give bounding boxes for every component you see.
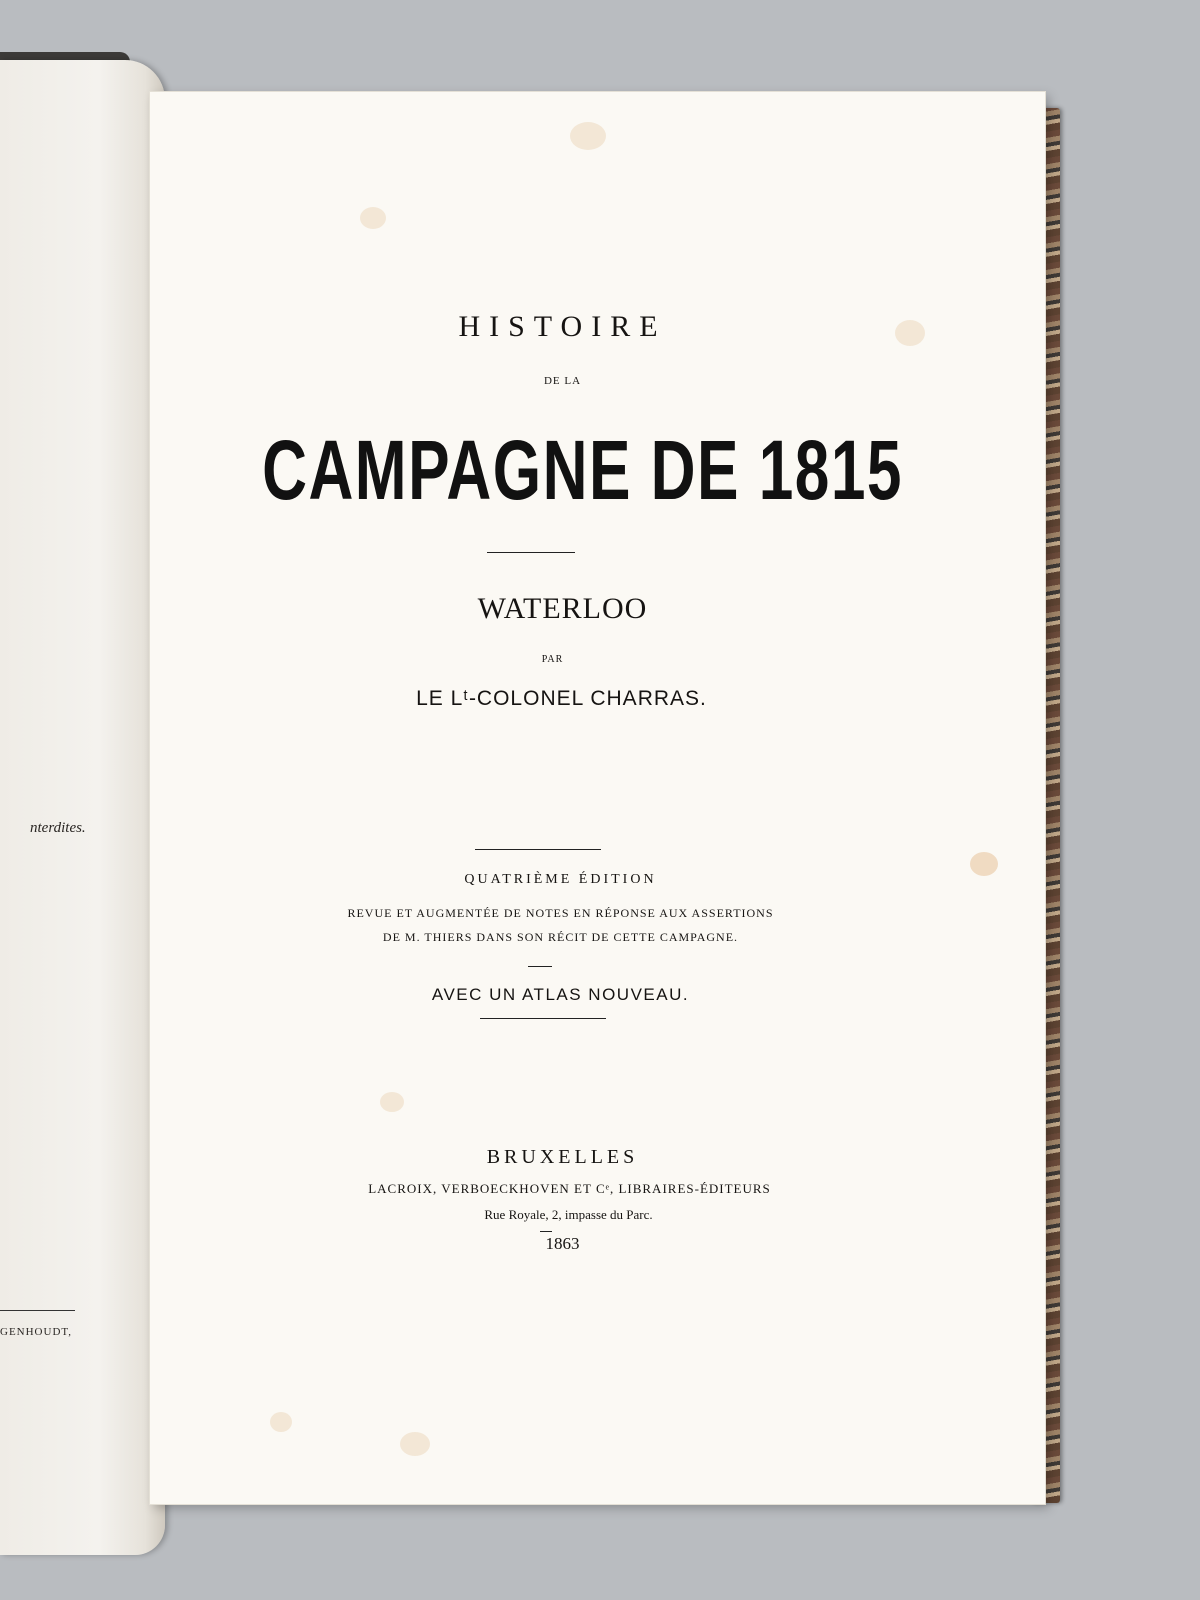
divider-rule-short — [528, 966, 552, 967]
imprint-address: Rue Royale, 2, impasse du Parc. — [484, 1207, 653, 1222]
divider-rule — [487, 552, 575, 553]
byline-par: PAR — [541, 654, 564, 665]
main-title: CAMPAGNE DE 1815 — [262, 423, 903, 517]
left-page-rule — [0, 1310, 75, 1311]
imprint-year: 1863 — [545, 1234, 580, 1253]
divider-rule-tiny — [540, 1231, 552, 1232]
divider-rule — [480, 1018, 606, 1019]
foxing-spot — [360, 207, 386, 229]
foxing-spot — [570, 122, 606, 150]
foxing-spot — [380, 1092, 404, 1112]
imprint-publisher: LACROIX, VERBOECKHOVEN ET Cᵉ, LIBRAIRES-ÉDITEURS — [368, 1181, 771, 1196]
imprint-city: BRUXELLES — [486, 1146, 639, 1168]
left-facing-page — [0, 60, 165, 1555]
title-page — [150, 92, 1045, 1504]
foxing-spot — [270, 1412, 292, 1432]
revision-note-line2: DE M. THIERS DANS SON RÉCIT DE CETTE CAMPAGNE. — [382, 930, 739, 944]
revision-note-line1: REVUE ET AUGMENTÉE DE NOTES EN RÉPONSE AUX ASSERTIONS — [347, 906, 774, 920]
title-histoire: HISTOIRE — [458, 310, 667, 343]
edition-line: QUATRIÈME ÉDITION — [464, 872, 657, 887]
foxing-spot — [400, 1432, 430, 1456]
left-page-text-fragment: nterdites. — [30, 820, 86, 836]
atlas-note: AVEC UN ATLAS NOUVEAU. — [431, 985, 690, 1004]
author-name: LE Lᵗ-COLONEL CHARRAS. — [416, 687, 707, 710]
title-de-la: DE LA — [543, 375, 582, 387]
divider-rule — [475, 849, 601, 850]
subtitle-waterloo: WATERLOO — [477, 592, 648, 625]
left-page-printer-fragment: GENHOUDT, — [0, 1326, 73, 1338]
